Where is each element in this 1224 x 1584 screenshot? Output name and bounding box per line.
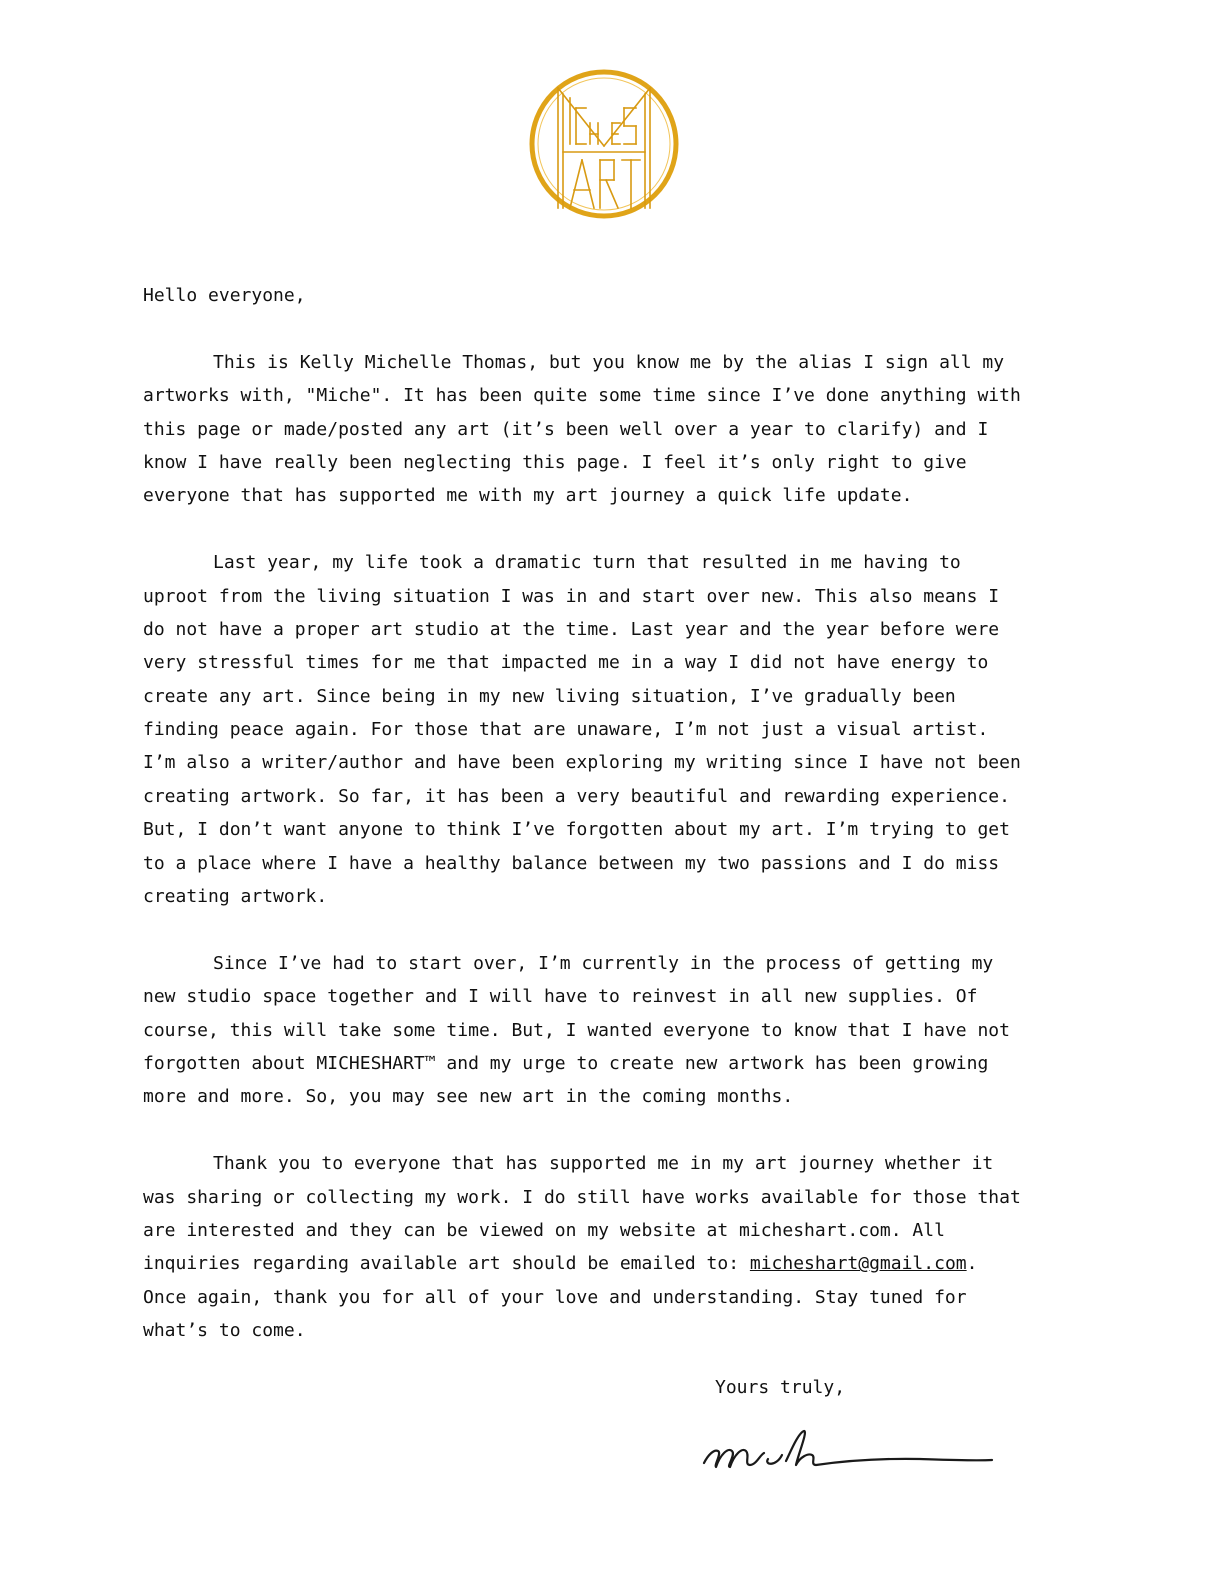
- paragraph-line: artworks with, "Miche". It has been quite some time since I’ve done anything with: [143, 385, 1021, 407]
- paragraph-line: to a place where I have a healthy balance between my two passions and I do miss: [143, 852, 1000, 874]
- paragraph-line: I’m also a writer/author and have been exploring my writing since I have not been: [143, 752, 1021, 774]
- paragraph-4: [143, 1147, 1083, 1347]
- paragraph-1: [143, 346, 1083, 513]
- paragraph-line: forgotten about MICHESHART™ and my urge to create new artwork has been growing: [143, 1052, 989, 1074]
- paragraph-line: finding peace again. For those that are unaware, I’m not just a visual artist.: [143, 719, 989, 741]
- email-line-prefix: inquiries regarding available art should be emailed to:: [143, 1253, 750, 1275]
- paragraph-line: know I have really been neglecting this page. I feel it’s only right to give: [143, 451, 967, 473]
- email-line-suffix: .: [966, 1253, 978, 1275]
- greeting: Hello everyone,: [143, 285, 306, 306]
- paragraph-line: more and more. So, you may see new art in the coming months.: [143, 1086, 794, 1108]
- paragraph-gap: [143, 1114, 1083, 1147]
- paragraph-line: very stressful times for me that impacted me in a way I did not have energy to: [143, 652, 989, 674]
- paragraph-line: new studio space together and I will have to reinvest in all new supplies. Of: [143, 986, 978, 1008]
- paragraph-line: This is Kelly Michelle Thomas, but you know me by the alias I sign all my: [213, 351, 1005, 373]
- paragraph-gap: [143, 312, 1083, 345]
- paragraph-line: Once again, thank you for all of your love and understanding. Stay tuned for: [143, 1286, 967, 1308]
- paragraph-3: [143, 947, 1083, 1114]
- paragraph-line: was sharing or collecting my work. I do still have works available for those that: [143, 1186, 1021, 1208]
- email-line: [143, 1247, 1083, 1280]
- paragraph-line: Thank you to everyone that has supported me in my art journey whether it: [213, 1153, 994, 1175]
- paragraph-line: creating artwork.: [143, 886, 328, 908]
- paragraph-line: creating artwork. So far, it has been a very beautiful and rewarding experience.: [143, 785, 1010, 807]
- paragraph-line: Since I’ve had to start over, I’m currently in the process of getting my: [213, 952, 994, 974]
- paragraph-2: [143, 546, 1083, 913]
- paragraph-gap: [143, 513, 1083, 546]
- paragraph-line: But, I don’t want anyone to think I’ve forgotten about my art. I’m trying to get: [143, 819, 1010, 841]
- paragraph-line: do not have a proper art studio at the time. Last year and the year before were: [143, 618, 1000, 640]
- paragraph-line: course, this will take some time. But, I wanted everyone to know that I have not: [143, 1019, 1010, 1041]
- closing: Yours truly,: [715, 1377, 846, 1398]
- handwritten-signature-icon: [700, 1425, 995, 1475]
- email-link[interactable]: micheshart@gmail.com: [749, 1253, 967, 1275]
- letter-body: [143, 279, 1083, 1348]
- paragraph-line: create any art. Since being in my new living situation, I’ve gradually been: [143, 685, 956, 707]
- paragraph-line: are interested and they can be viewed on my website at micheshart.com. All: [143, 1219, 945, 1241]
- paragraph-line: what’s to come.: [143, 1320, 306, 1342]
- paragraph-line: everyone that has supported me with my art journey a quick life update.: [143, 485, 913, 507]
- paragraph-line: uproot from the living situation I was in and start over new. This also means I: [143, 585, 1000, 607]
- micheshart-logo-icon: [528, 68, 680, 220]
- paragraph-gap: [143, 913, 1083, 946]
- paragraph-line: Last year, my life took a dramatic turn that resulted in me having to: [213, 552, 961, 574]
- paragraph-line: this page or made/posted any art (it’s been well over a year to clarify) and I: [143, 418, 989, 440]
